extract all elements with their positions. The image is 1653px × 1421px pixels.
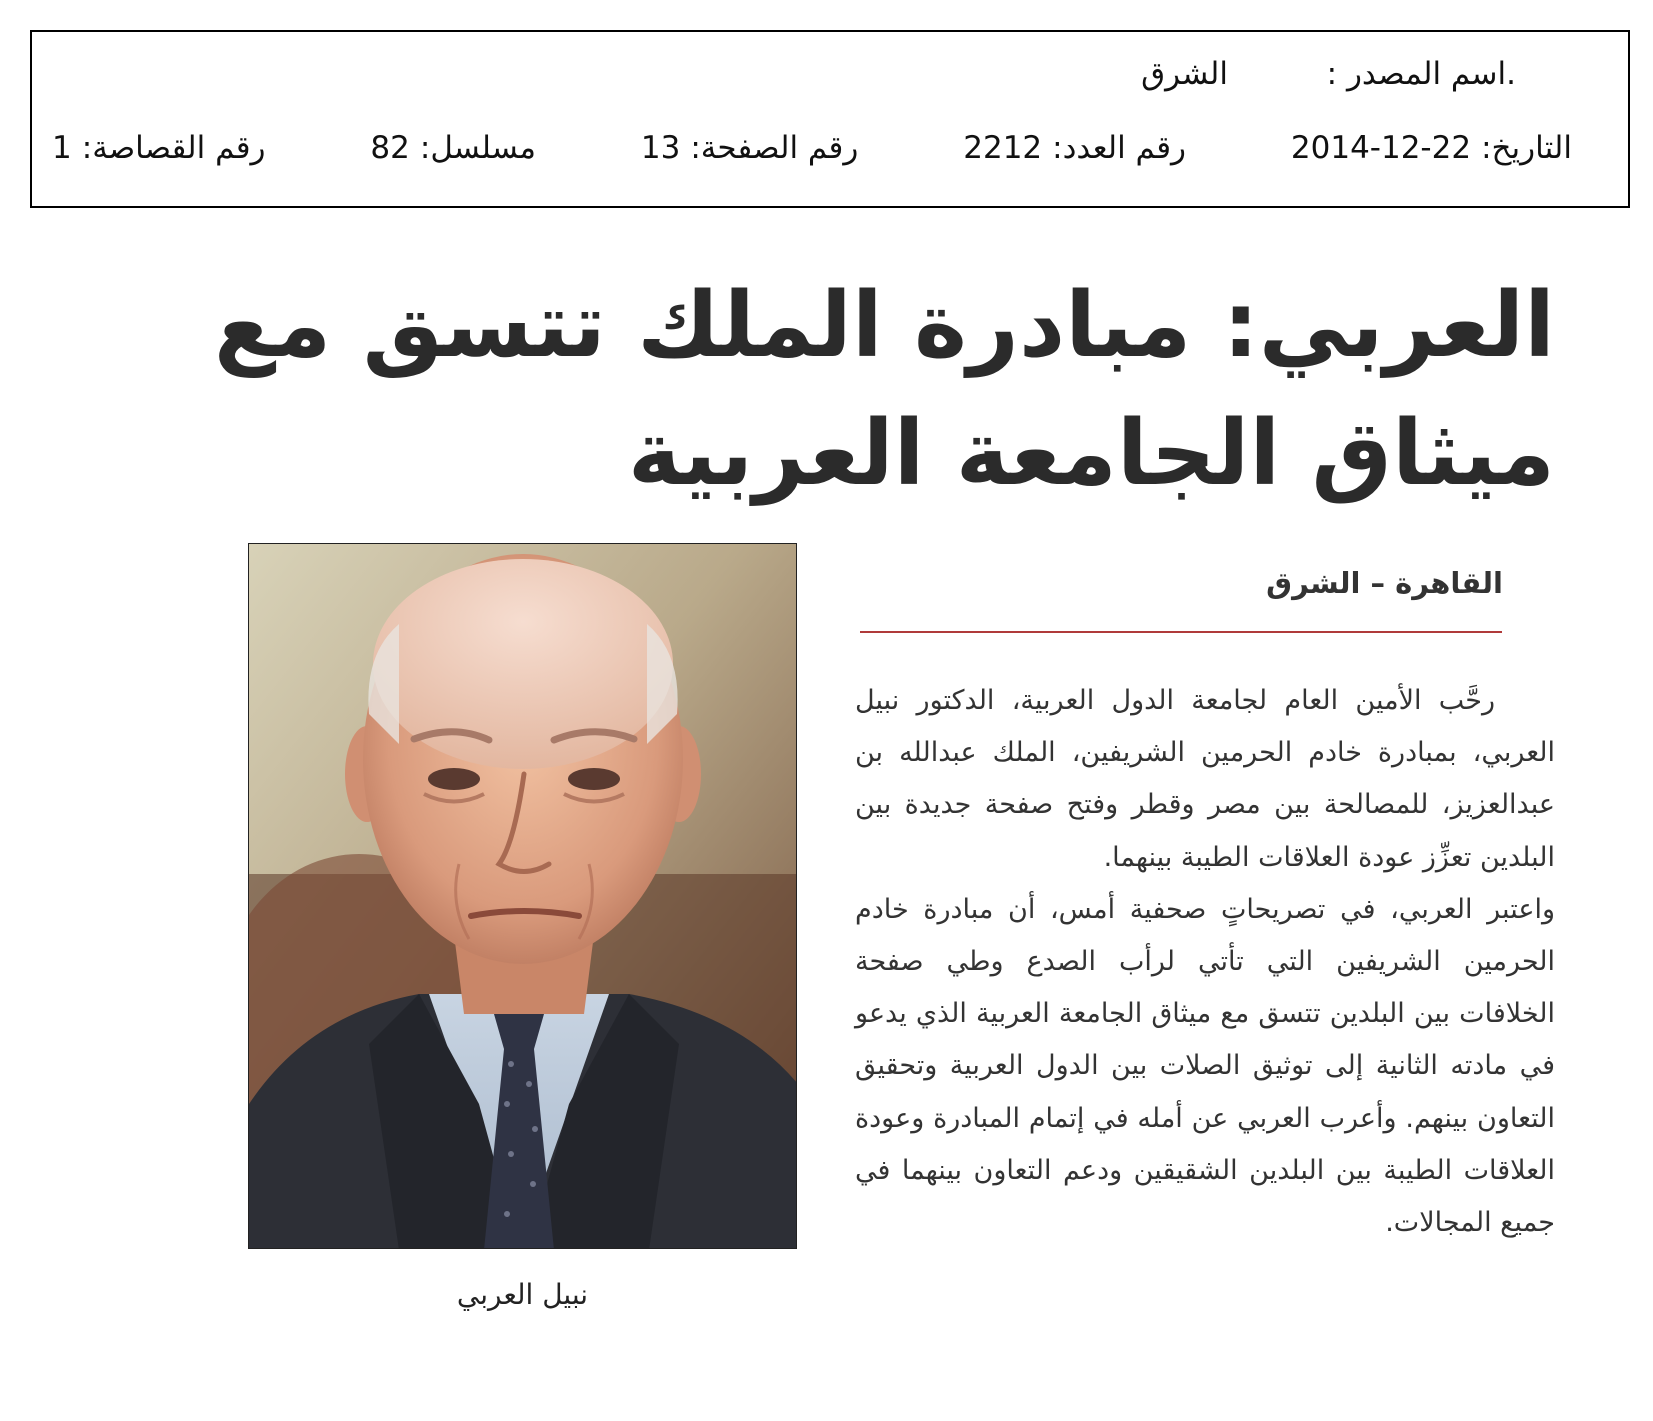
clip-number-field	[52, 130, 265, 166]
issue-label: رقم العدد:	[1052, 130, 1186, 166]
article-body	[855, 675, 1555, 1249]
photo-caption: نبيل العربي	[456, 1278, 589, 1311]
date-label: التاريخ:	[1481, 130, 1572, 166]
article-dateline: القاهرة – الشرق	[1266, 566, 1503, 600]
publication-details-row	[52, 126, 1572, 170]
page-field	[641, 130, 858, 166]
date-field	[1291, 130, 1572, 166]
page-label: رقم الصفحة:	[690, 130, 859, 166]
serial-value: 82	[370, 130, 410, 166]
date-value: 2014-12-22	[1290, 130, 1472, 166]
headline-line-2: ميثاق الجامعة العربية	[627, 401, 1555, 506]
dateline-divider	[860, 631, 1502, 633]
serial-field	[370, 130, 536, 166]
portrait-photo	[248, 543, 797, 1249]
headline-line-1: العربي: مبادرة الملك تتسق مع	[214, 273, 1555, 378]
issue-field	[963, 130, 1186, 166]
issue-value: 2212	[963, 130, 1043, 166]
source-label: .اسم المصدر :	[1326, 56, 1516, 92]
article-headline	[214, 262, 1555, 518]
clip-number-label: رقم القصاصة:	[81, 130, 266, 166]
article-paragraph-2: واعتبر العربي، في تصريحاتٍ صحفية أمس، أن مبادرة خادم الحرمين الشريفين التي تأتي لرأب الصدع وطي صفحة الخلافات بين البلدين تتسق مع ميثاق الجامعة العربية الذي يدعو في مادته الثانية إلى توثيق الصلات بين الدول العربية وتحقيق التعاون بينهم. وأعرب العربي عن أمله في إتمام المبادرة وعودة العلاقات الطيبة بين البلدين الشقيقين ودعم التعاون بينهما في جميع المجالات.	[855, 893, 1555, 1239]
clipping-metadata-box	[30, 30, 1630, 208]
portrait-illustration	[249, 544, 797, 1249]
page-value: 13	[640, 130, 681, 166]
serial-label: مسلسل:	[419, 130, 536, 166]
source-row	[32, 56, 1628, 96]
clip-number-value: 1	[52, 130, 72, 166]
source-value: الشرق	[1141, 56, 1228, 92]
article-paragraph-1: رحَّب الأمين العام لجامعة الدول العربية، الدكتور نبيل العربي، بمبادرة خادم الحرمين الشريفين، الملك عبدالله بن عبدالعزيز، للمصالحة بين مصر وقطر وفتح صفحة جديدة بين البلدين تعزِّز عودة العلاقات الطيبة بينهما.	[855, 685, 1555, 873]
